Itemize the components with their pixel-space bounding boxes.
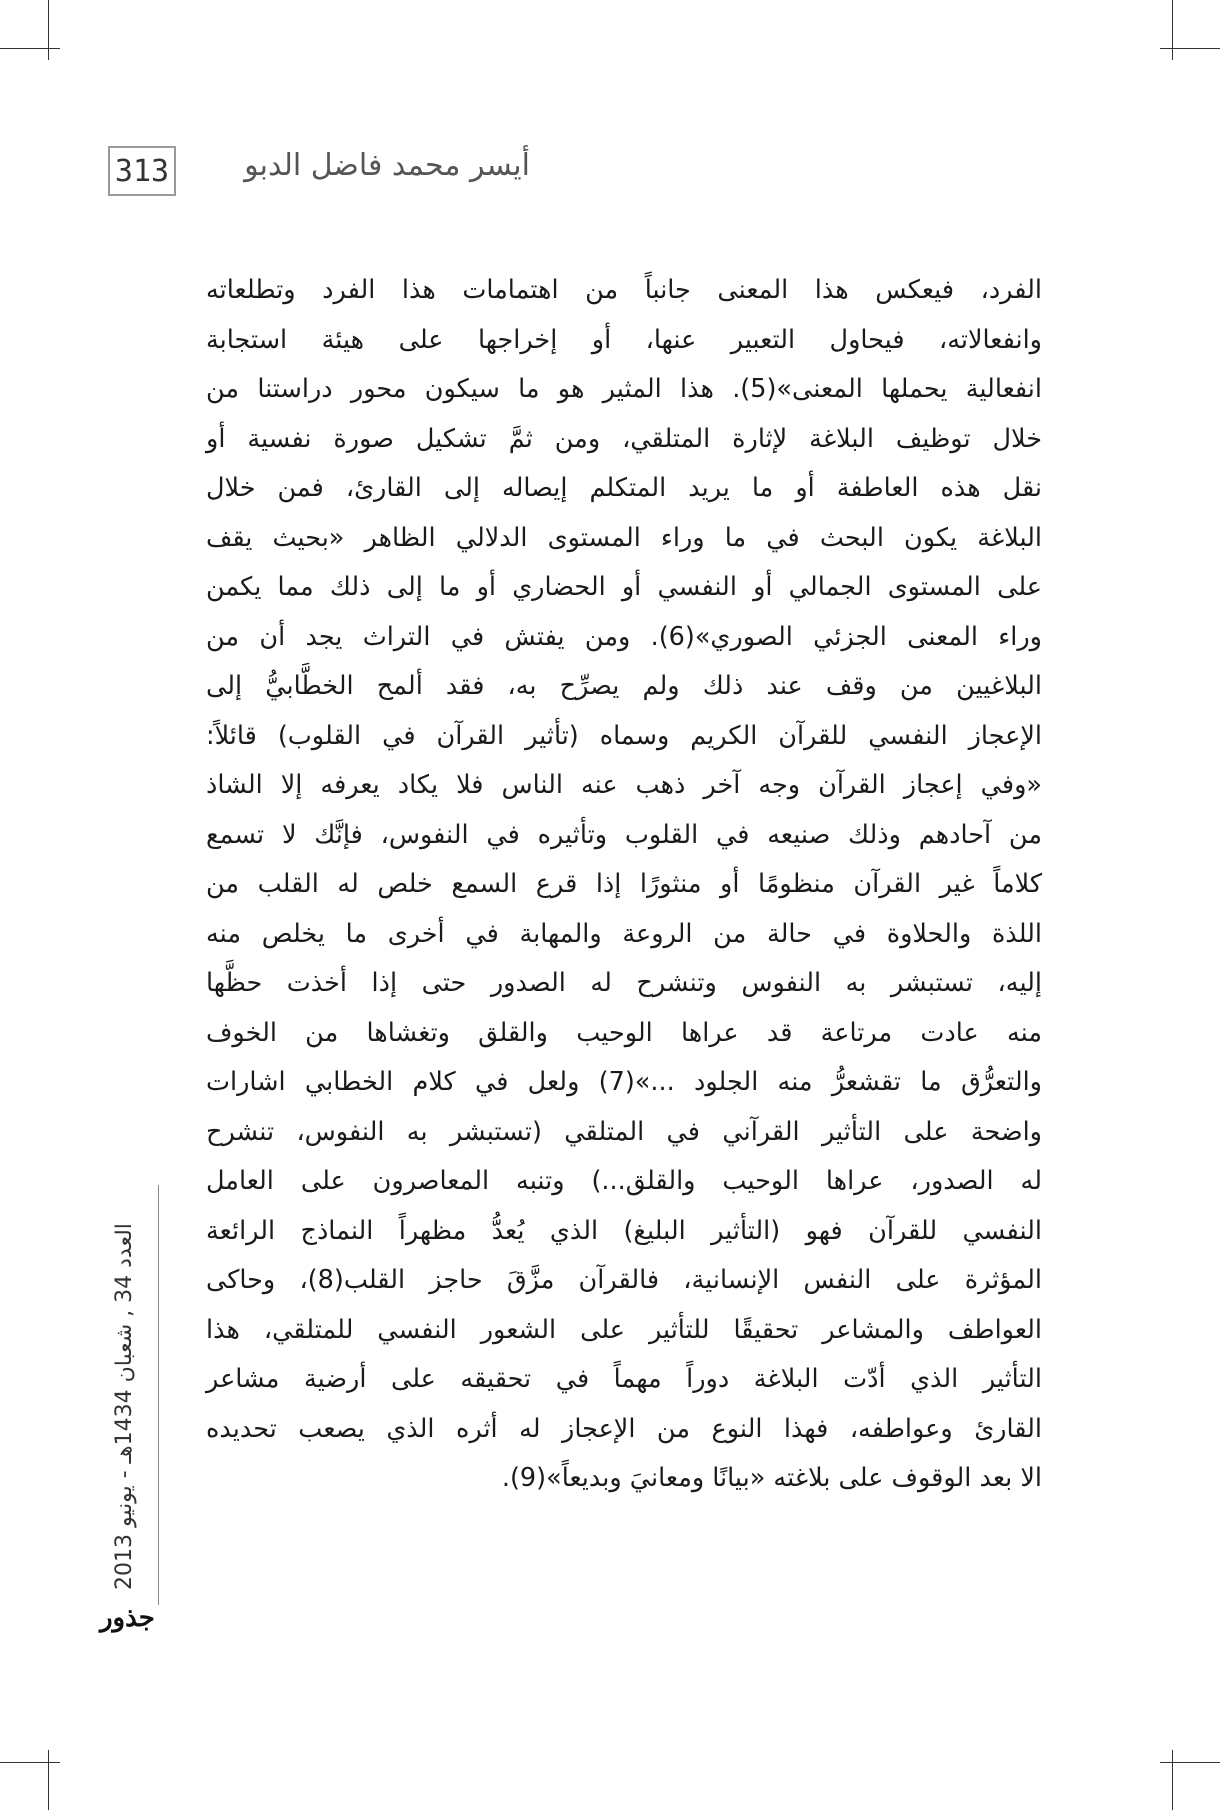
text-line: العواطف والمشاعر تحقيقًا للتأثير على الشعور النفسي للمتلقي، هذا [206,1314,1042,1345]
issue-info: العدد 34 , شعبان 1434هـ - يونيو 2013 [112,1223,137,1590]
text-line: المؤثرة على النفس الإنسانية، فالقرآن مزَّقَ حاجز القلب(8)، وحاكى [206,1265,1043,1295]
text-line: على المستوى الجمالي أو النفسي أو الحضاري أو ما إلى ذلك مما يكمن [206,572,1042,602]
text-line: النفسي للقرآن فهو (التأثير البليغ) الذي يُعدُّ مظهراً النماذج الرائعة [206,1215,1042,1246]
text-line: والتعرُّق ما تقشعرُّ منه الجلود ...»(7) ولعل في كلام الخطابي اشارات [206,1067,1042,1097]
side-divider [158,1185,159,1605]
text-line: من آحادهم وذلك صنيعه في القلوب وتأثيره في النفوس، فإنَّك لا تسمع [206,819,1042,850]
text-line: له الصدور، عراها الوحيب والقلق...) وتنبه المعاصرون على العامل [206,1166,1042,1196]
text-line: إليه، تستبشر به النفوس وتنشرح له الصدور حتى إذا أخذت حظَّها [206,968,1042,998]
text-line: كلاماً غير القرآن منظومًا أو منثورًا إذا قرع السمع خلص له القلب من [206,869,1042,899]
crop-mark [1160,1762,1220,1763]
crop-mark [0,1762,60,1763]
text-line: التأثير الذي أدّت البلاغة دوراً مهماً في تحقيقه على أرضية مشاعر [206,1364,1042,1394]
page-number: 313 [108,146,176,196]
text-line: البلاغة يكون البحث في ما وراء المستوى الدلالي الظاهر «بحيث يقف [206,522,1042,553]
text-line: انفعالية يحملها المعنى»(5). هذا المثير هو ما سيكون محور دراستنا من [206,374,1042,404]
journal-logo: جذور [100,1603,155,1633]
text-line: خلال توظيف البلاغة لإثارة المتلقي، ومن ثمَّ تشكيل صورة نفسية أو [206,423,1042,454]
crop-mark [48,1750,49,1810]
text-line: الإعجاز النفسي للقرآن الكريم وسماه (تأثير القرآن في القلوب) قائلاً: [206,720,1042,751]
crop-mark [1172,1750,1173,1810]
text-line: منه عادت مرتاعة قد عراها الوحيب والقلق وتغشاها من الخوف [206,1017,1042,1048]
crop-mark [1160,48,1220,49]
running-header-author: أيسر محمد فاضل الدبو [244,148,530,183]
text-line: «وفي إعجاز القرآن وجه آخر ذهب عنه الناس فلا يكاد يعرفه إلا الشاذ [206,770,1042,800]
text-line: وراء المعنى الجزئي الصوري»(6). ومن يفتش في التراث يجد أن من [206,621,1042,652]
crop-mark [48,0,49,60]
crop-mark [0,48,60,49]
text-line: البلاغيين من وقف عند ذلك ولم يصرِّح به، فقد ألمح الخطَّابيُّ إلى [206,671,1042,701]
text-line: اللذة والحلاوة في حالة من الروعة والمهابة في أخرى ما يخلص منه [206,918,1042,949]
text-line: الا بعد الوقوف على بلاغته «بيانًا ومعانيَ وبديعاً»(9). [501,1463,1042,1493]
text-line: الفرد، فيعكس هذا المعنى جانباً من اهتمامات هذا الفرد وتطلعاته [206,275,1042,305]
text-line: وانفعالاته، فيحاول التعبير عنها، أو إخراجها على هيئة استجابة [206,324,1042,355]
text-line: نقل هذه العاطفة أو ما يريد المتكلم إيصاله إلى القارئ، فمن خلال [206,473,1042,503]
body-text [206,266,1042,1504]
text-line: القارئ وعواطفه، فهذا النوع من الإعجاز له أثره الذي يصعب تحديده [206,1413,1042,1444]
text-line: واضحة على التأثير القرآني في المتلقي (تستبشر به النفوس، تنشرح [206,1116,1042,1147]
crop-mark [1172,0,1173,60]
